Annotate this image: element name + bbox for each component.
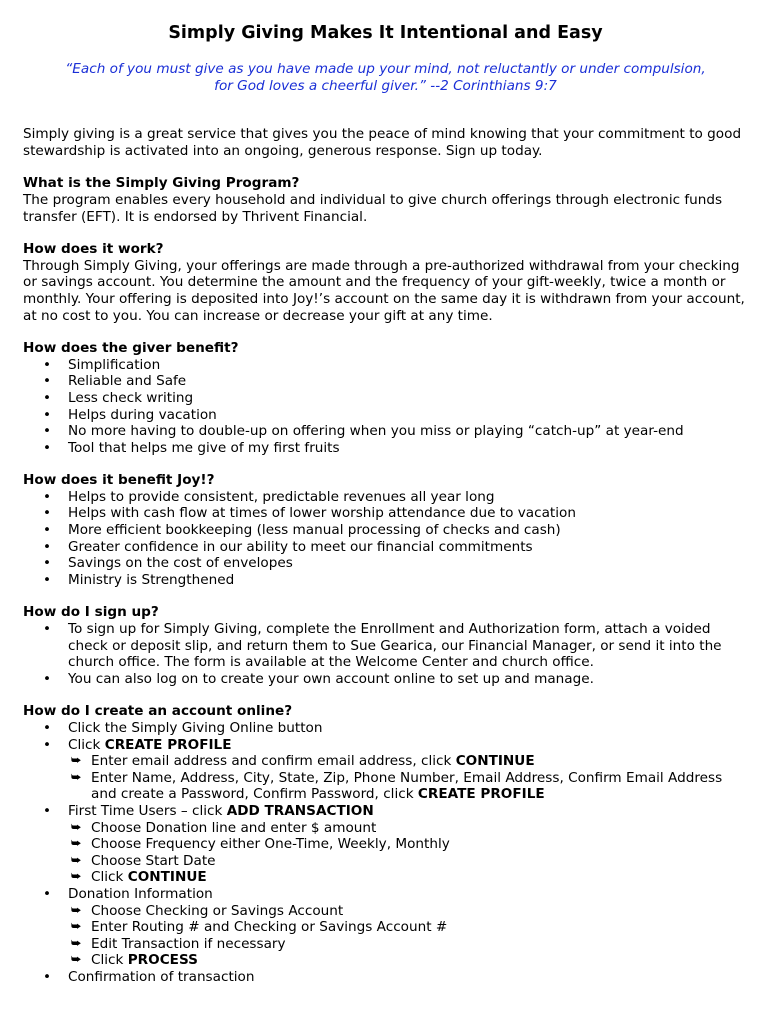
- section-what: [23, 175, 748, 225]
- intro-paragraph: Simply giving is a great service that gives you the peace of mind knowing that your commitment to good stewardship is activated into an ongoing, generous response. Sign up today.: [23, 126, 742, 159]
- section-giver-benefit: [23, 340, 748, 456]
- list-item: • More efficient bookkeeping (less manual processing of checks and cash): [23, 522, 748, 539]
- step-text: Click: [68, 736, 105, 753]
- document-page: [23, 22, 748, 1002]
- arrow-list: [68, 753, 748, 803]
- sub-text: Edit Transaction if necessary: [91, 935, 286, 952]
- section-online: [23, 703, 748, 985]
- arrow-list: [68, 820, 748, 886]
- arrow-bullet-icon: ⮩: [71, 853, 82, 867]
- list-item: • Tool that helps me give of my first fruits: [23, 440, 748, 457]
- section-heading: How does the giver benefit?: [23, 340, 239, 357]
- page-title: Simply Giving Makes It Intentional and Easy: [168, 23, 603, 43]
- arrow-bullet-icon: ⮩: [71, 837, 82, 851]
- list-item: [23, 886, 748, 969]
- sub-text: Click: [91, 952, 128, 969]
- list-item: • To sign up for Simply Giving, complete the Enrollment and Authorization form, attach a voided check or deposit slip, and return them to Sue Gearica, our Financial Manager, or send it into the church office. The form is available at the Welcome Center and church office.: [23, 621, 748, 671]
- section-body: Through Simply Giving, your offerings are made through a pre-authorized withdrawal from your checking or savings account. You determine the amount and the frequency of your gift-weekly, twice a month or monthly. Your offering is deposited into Joy!’s account on the same day it is withdrawn from your account, at no cost to you. You can increase or decrease your gift at any time.: [23, 257, 745, 324]
- list-item: • Greater confidence in our ability to meet our financial commitments: [23, 539, 748, 556]
- bullet-list: [23, 720, 748, 986]
- quote-line-2: for God loves a cheerful giver.” --2 Corinthians 9:7: [214, 77, 557, 94]
- sub-list-item: [68, 936, 748, 953]
- list-item: • You can also log on to create your own account online to set up and manage.: [23, 671, 748, 688]
- step-text: First Time Users – click: [68, 802, 227, 819]
- sub-bold: CONTINUE: [127, 869, 207, 886]
- sub-list-item: [68, 753, 748, 770]
- sub-text: Enter Name, Address, City, State, Zip, Phone Number, Email Address, Confirm Email Address and create a Password, Confirm Password, click: [91, 769, 723, 803]
- sub-list-item: [68, 820, 748, 837]
- sub-text: Enter Routing # and Checking or Savings Account #: [91, 919, 448, 936]
- step-text: Donation Information: [68, 885, 213, 902]
- bullet-list: [23, 621, 748, 687]
- list-item: • Savings on the cost of envelopes: [23, 555, 748, 572]
- section-heading: What is the Simply Giving Program?: [23, 175, 300, 192]
- section-signup: [23, 604, 748, 687]
- sub-text: Choose Checking or Savings Account: [91, 902, 344, 919]
- list-item: • Helps with cash flow at times of lower worship attendance due to vacation: [23, 505, 748, 522]
- arrow-bullet-icon: ⮩: [71, 953, 82, 967]
- sub-text: Choose Frequency either One-Time, Weekly, Monthly: [91, 836, 450, 853]
- section-heading: How do I create an account online?: [23, 703, 293, 720]
- sub-list-item: [68, 903, 748, 920]
- bullet-list: [23, 489, 748, 589]
- list-item: • Less check writing: [23, 390, 748, 407]
- sub-text: Choose Start Date: [91, 852, 216, 869]
- list-item: [23, 737, 748, 803]
- section-heading: How does it work?: [23, 241, 164, 258]
- sub-text: Click: [91, 869, 128, 886]
- bullet-list: [23, 357, 748, 457]
- section-body: The program enables every household and individual to give church offerings through electronic funds transfer (EFT). It is endorsed by Thrivent Financial.: [23, 191, 723, 225]
- arrow-bullet-icon: ⮩: [71, 820, 82, 834]
- sub-bold: CREATE PROFILE: [417, 786, 545, 803]
- arrow-bullet-icon: ⮩: [71, 754, 82, 768]
- sub-list-item: [68, 952, 748, 969]
- sub-list-item: [68, 869, 748, 886]
- sub-list-item: [68, 919, 748, 936]
- list-item: • Ministry is Strengthened: [23, 572, 748, 589]
- scripture-quote: [23, 61, 748, 94]
- quote-line-1: “Each of you must give as you have made up your mind, not reluctantly or under compulsion,: [65, 61, 706, 77]
- list-item: • Helps during vacation: [23, 407, 748, 424]
- list-item: • Reliable and Safe: [23, 373, 748, 390]
- list-item: • Simplification: [23, 357, 748, 374]
- section-how-work: [23, 241, 748, 324]
- step-bold: CREATE PROFILE: [104, 736, 232, 753]
- arrow-bullet-icon: ⮩: [71, 903, 82, 917]
- sub-bold: PROCESS: [127, 952, 198, 969]
- list-item: • Helps to provide consistent, predictable revenues all year long: [23, 489, 748, 506]
- list-item: • Click the Simply Giving Online button: [23, 720, 748, 737]
- arrow-bullet-icon: ⮩: [71, 870, 82, 884]
- arrow-list: [68, 903, 748, 969]
- sub-list-item: [68, 770, 748, 803]
- arrow-bullet-icon: ⮩: [71, 936, 82, 950]
- sub-bold: CONTINUE: [455, 753, 535, 770]
- sub-text: Enter email address and confirm email address, click: [91, 753, 456, 770]
- arrow-bullet-icon: ⮩: [71, 920, 82, 934]
- sub-list-item: [68, 836, 748, 853]
- section-heading: How does it benefit Joy!?: [23, 472, 215, 489]
- sub-list-item: [68, 853, 748, 870]
- list-item: [23, 803, 748, 886]
- step-bold: ADD TRANSACTION: [226, 802, 374, 819]
- list-item: • No more having to double-up on offering when you miss or playing “catch-up” at year-end: [23, 423, 748, 440]
- list-item: • Confirmation of transaction: [23, 969, 748, 986]
- section-heading: How do I sign up?: [23, 604, 159, 621]
- section-joy-benefit: [23, 472, 748, 588]
- arrow-bullet-icon: ⮩: [71, 770, 82, 784]
- sub-text: Choose Donation line and enter $ amount: [91, 819, 377, 836]
